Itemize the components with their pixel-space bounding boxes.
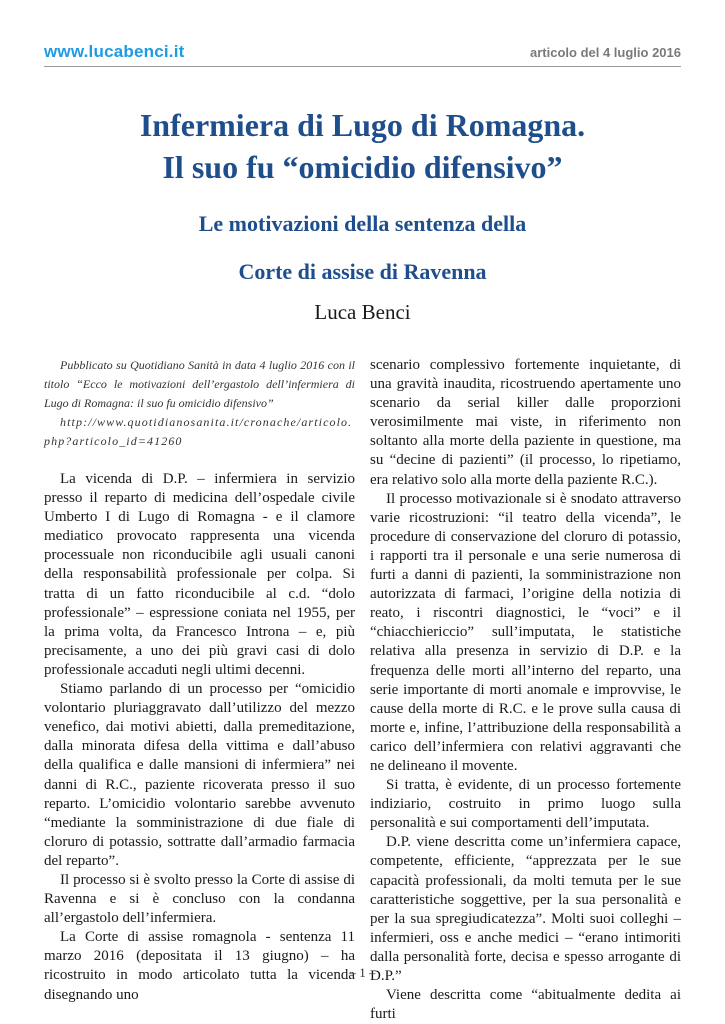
title-line-1: Infermiera di Lugo di Romagna. — [139, 107, 586, 143]
right-column — [370, 356, 681, 1024]
paragraph: scenario complessivo fortemente inquietante, di una gravità inaudita, ricostruendo apertamente uno scenario da serial killer dalle proporzioni verosimilmente mai viste, in riferimento non soltanto alla morte della paziente in questione, ma su “decine di pazienti” (il processo, lo ripetiamo, era relativo solo alla morte della paziente R.C.). — [370, 357, 681, 488]
subtitle-line-1: Le motivazioni della sentenza della — [198, 211, 527, 236]
subtitle-line-2: Corte di assise di Ravenna — [238, 259, 487, 284]
paragraph: Viene descritta come “abitualmente dedita ai furti — [370, 987, 681, 1023]
site-link[interactable]: www.lucabenci.it — [44, 42, 185, 61]
author-name: Luca Benci — [314, 300, 411, 324]
paragraph: Si tratta, è evidente, di un processo fortemente indiziario, costruito in primo luogo sulla personalità e sui comportamenti dell’imputata. — [370, 777, 681, 832]
source-url[interactable]: http://www.quotidianosanita.it/cronache/articolo.php?articolo_id=41260 — [44, 415, 353, 448]
paragraph: Il processo si è svolto presso la Corte di assise di Ravenna e si è concluso con la condanna all’ergastolo dell’infermiera. — [44, 871, 355, 927]
paragraph: La Corte di assise romagnola - sentenza 11 marzo 2016 (depositata il 13 giugno) – ha ricostruito in modo articolato tutta la vicenda disegnando uno — [44, 929, 355, 1003]
title-line-2: Il suo fu “omicidio difensivo” — [162, 149, 563, 185]
page-number: – 1 – — [349, 965, 376, 980]
paragraph: D.P. viene descritta come un’infermiera capace, competente, efficiente, “apprezzata per le sue capacità professionali, da molti temuta per le sue caratteristiche soggettive, per la sua personalità e per la sua spregiudicatezza”. Molti suoi colleghi – infermieri, oss e anche medici – “erano intimoriti dalla personalità forte, decisa e spesso arrogante di D.P.” — [370, 834, 681, 984]
paragraph: Stiamo parlando di un processo per “omicidio volontario pluriaggravato dall’utilizzo del mezzo venefico, dai motivi abietti, dalla premeditazione, dalla minorata difesa della vittima e dall’abuso della qualifica e dalle mansioni di infermiera” nei danni di R.C., paziente ricoverata presso il suo reparto. L’omicidio volontario sarebbe avvenuto “mediante la somministrazione di due fiale di cloruro di potassio, sottratte dall’armadio farmacia del reparto”. — [44, 681, 355, 869]
article-subtitle — [40, 200, 685, 296]
article-date: articolo del 4 luglio 2016 — [530, 45, 681, 60]
page-header — [44, 38, 681, 67]
publication-note: Pubblicato su Quotidiano Sanità in data 4 luglio 2016 con il titolo “Ecco le motivazioni dell’ergastolo dell’infermiera di Lugo di Romagna: il suo fu omicidio difensivo” — [44, 358, 355, 410]
paragraph: La vicenda di D.P. – infermiera in servizio presso il reparto di medicina dell’ospedale civile Umberto I di Lugo di Romagna - e il clamore mediatico provocato rappresenta una vicenda processuale non riconducibile agli usuali canoni della responsabilità professionale per colpa. Si tratta di un fatto riconducibile al c.d. “dolo professionale” – espressione coniata nel 1955, per la prima volta, da Francesco Introna – e, più precisamente, a uno dei più gravi casi di dolo professionale accaduti negli ultimi decenni. — [44, 471, 355, 678]
left-column — [44, 356, 355, 1005]
paragraph: Il processo motivazionale si è snodato attraverso varie ricostruzioni: “il teatro della vicenda”, le procedure di conservazione del cloruro di potassio, i rapporti tra il personale e una serie numerosa di furti a danni di pazienti, la somministrazione non autorizzata di farmaci, l’origine della notizia di reato, i riscontri diagnostici, le “voci” e il “chiacchiericcio” sull’imputata, le statistiche relativa alla presenza in servizio di D.P. e la frequenza delle morti all’interno del reparto, una serie importante di morti anomale e improvvise, le cause della morte di R.C. e le prove sulla causa di morte e, infine, l’attribuzione della responsabilità a carico dell’infermiera con relativi aggravanti che ne delineano il movente. — [370, 490, 681, 774]
article-title — [40, 104, 685, 188]
